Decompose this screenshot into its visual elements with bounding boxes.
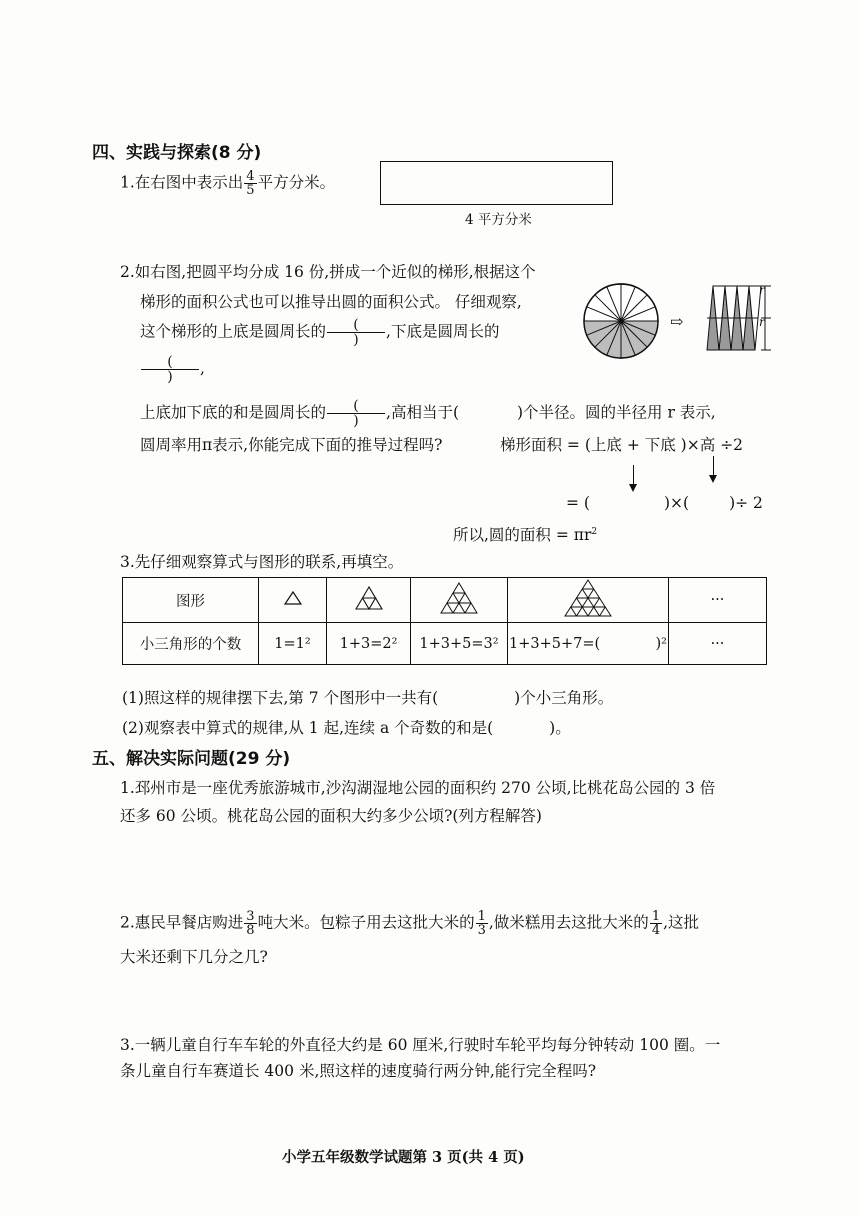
figure-4	[508, 578, 669, 623]
q2-line6: 圆周率用π表示,你能完成下面的推导过程吗?	[140, 436, 443, 454]
count-cell: 1+3=2²	[327, 623, 411, 665]
rectangle-label: 4 平方分米	[465, 212, 532, 228]
row-header-figure: 图形	[123, 578, 259, 623]
s5-q3-line2: 条儿童自行车赛道长 400 米,照这样的速度骑行两分钟,能行完全程吗?	[120, 1062, 597, 1080]
area-rectangle[interactable]	[380, 161, 613, 205]
section4-title: 四、实践与探索(8 分)	[92, 143, 262, 163]
triangle-16-icon	[563, 578, 613, 618]
q2-line2: 梯形的面积公式也可以推导出圆的面积公式。 仔细观察,	[140, 293, 522, 311]
radius-label: r	[759, 283, 765, 297]
triangle-1-icon	[283, 590, 303, 606]
s5-q1-line2: 还多 60 公顷。桃花岛公园的面积大约多少公顷?(列方程解答)	[120, 807, 542, 825]
q3-title: 3.先仔细观察算式与图形的联系,再填空。	[120, 553, 404, 571]
figure-more: ···	[669, 578, 767, 623]
figure-3	[411, 578, 508, 623]
row-header-count: 小三角形的个数	[123, 623, 259, 665]
formula-derivation: = ( )×( )÷ 2	[566, 494, 763, 512]
circle-16-sectors	[582, 282, 660, 360]
circle-area-conclusion: 所以,圆的面积 = $\pi r^2$	[453, 526, 598, 544]
s5-q2-line1: 2.惠民早餐店购进 $\frac{3}{8}$ 吨大米。包粽子用去这批大米的 $\frac{1}{3}$ ,做米糕用去这批大米的 $\frac{1}{4}$ ,这批	[120, 909, 700, 938]
q1-text: 1.在右图中表示出 $\frac{4}{5}$ 平方分米。	[120, 169, 336, 198]
triangle-4-icon	[354, 585, 384, 611]
page-footer: 小学五年级数学试题第 3 页(共 4 页)	[282, 1149, 525, 1166]
triangle-pattern-table	[122, 577, 767, 665]
radius-label: r	[759, 315, 765, 329]
q2-line5: 上底加下底的和是圆周长的 ( ) ,高相当于( )个半径。圆的半径用 r 表示,	[140, 398, 716, 429]
right-arrow-icon: ⇨	[670, 312, 684, 331]
figure-2	[327, 578, 411, 623]
count-cell: 1+3+5=3²	[411, 623, 508, 665]
blank-fraction-top-base[interactable]: ( )	[327, 318, 385, 347]
fraction-four-fifths: $\frac{4}{5}$	[246, 169, 255, 198]
count-cell: 1=1²	[259, 623, 327, 665]
down-arrow-icon	[713, 456, 714, 476]
section5-title: 五、解决实际问题(29 分)	[92, 749, 291, 769]
count-more: ···	[669, 623, 767, 665]
q3-sub1: (1)照这样的规律摆下去,第 7 个图形中一共有( )个小三角形。	[122, 689, 614, 707]
s5-q1-line1: 1.邳州市是一座优秀旅游城市,沙沟湖湿地公园的面积约 270 公顷,比桃花岛公园的 3 倍	[120, 779, 716, 797]
down-arrow-icon	[633, 465, 634, 485]
formula-trapezoid: 梯形面积 = (上底 + 下底 )×高 ÷2	[500, 436, 743, 454]
table-row	[123, 623, 767, 665]
table-row	[123, 578, 767, 623]
triangle-9-icon	[439, 581, 479, 615]
q2-line4: ( ) ,	[140, 355, 205, 384]
s5-q2-line2: 大米还剩下几分之几?	[120, 948, 268, 966]
blank-fraction-sum[interactable]: ( )	[327, 399, 385, 428]
blank-fraction-bottom-base[interactable]: ( )	[141, 355, 199, 384]
figure-1	[259, 578, 327, 623]
s5-q3-line1: 3.一辆儿童自行车车轮的外直径大约是 60 厘米,行驶时车轮平均每分钟转动 100 圈。一	[120, 1036, 721, 1054]
q2-line1: 2.如右图,把圆平均分成 16 份,拼成一个近似的梯形,根据这个	[120, 263, 536, 281]
q2-line3: 这个梯形的上底是圆周长的 ( ) ,下底是圆周长的	[140, 317, 500, 348]
count-cell-blank[interactable]: 1+3+5+7=( )²	[508, 623, 669, 665]
q3-sub2: (2)观察表中算式的规律,从 1 起,连续 a 个奇数的和是( )。	[122, 719, 571, 737]
